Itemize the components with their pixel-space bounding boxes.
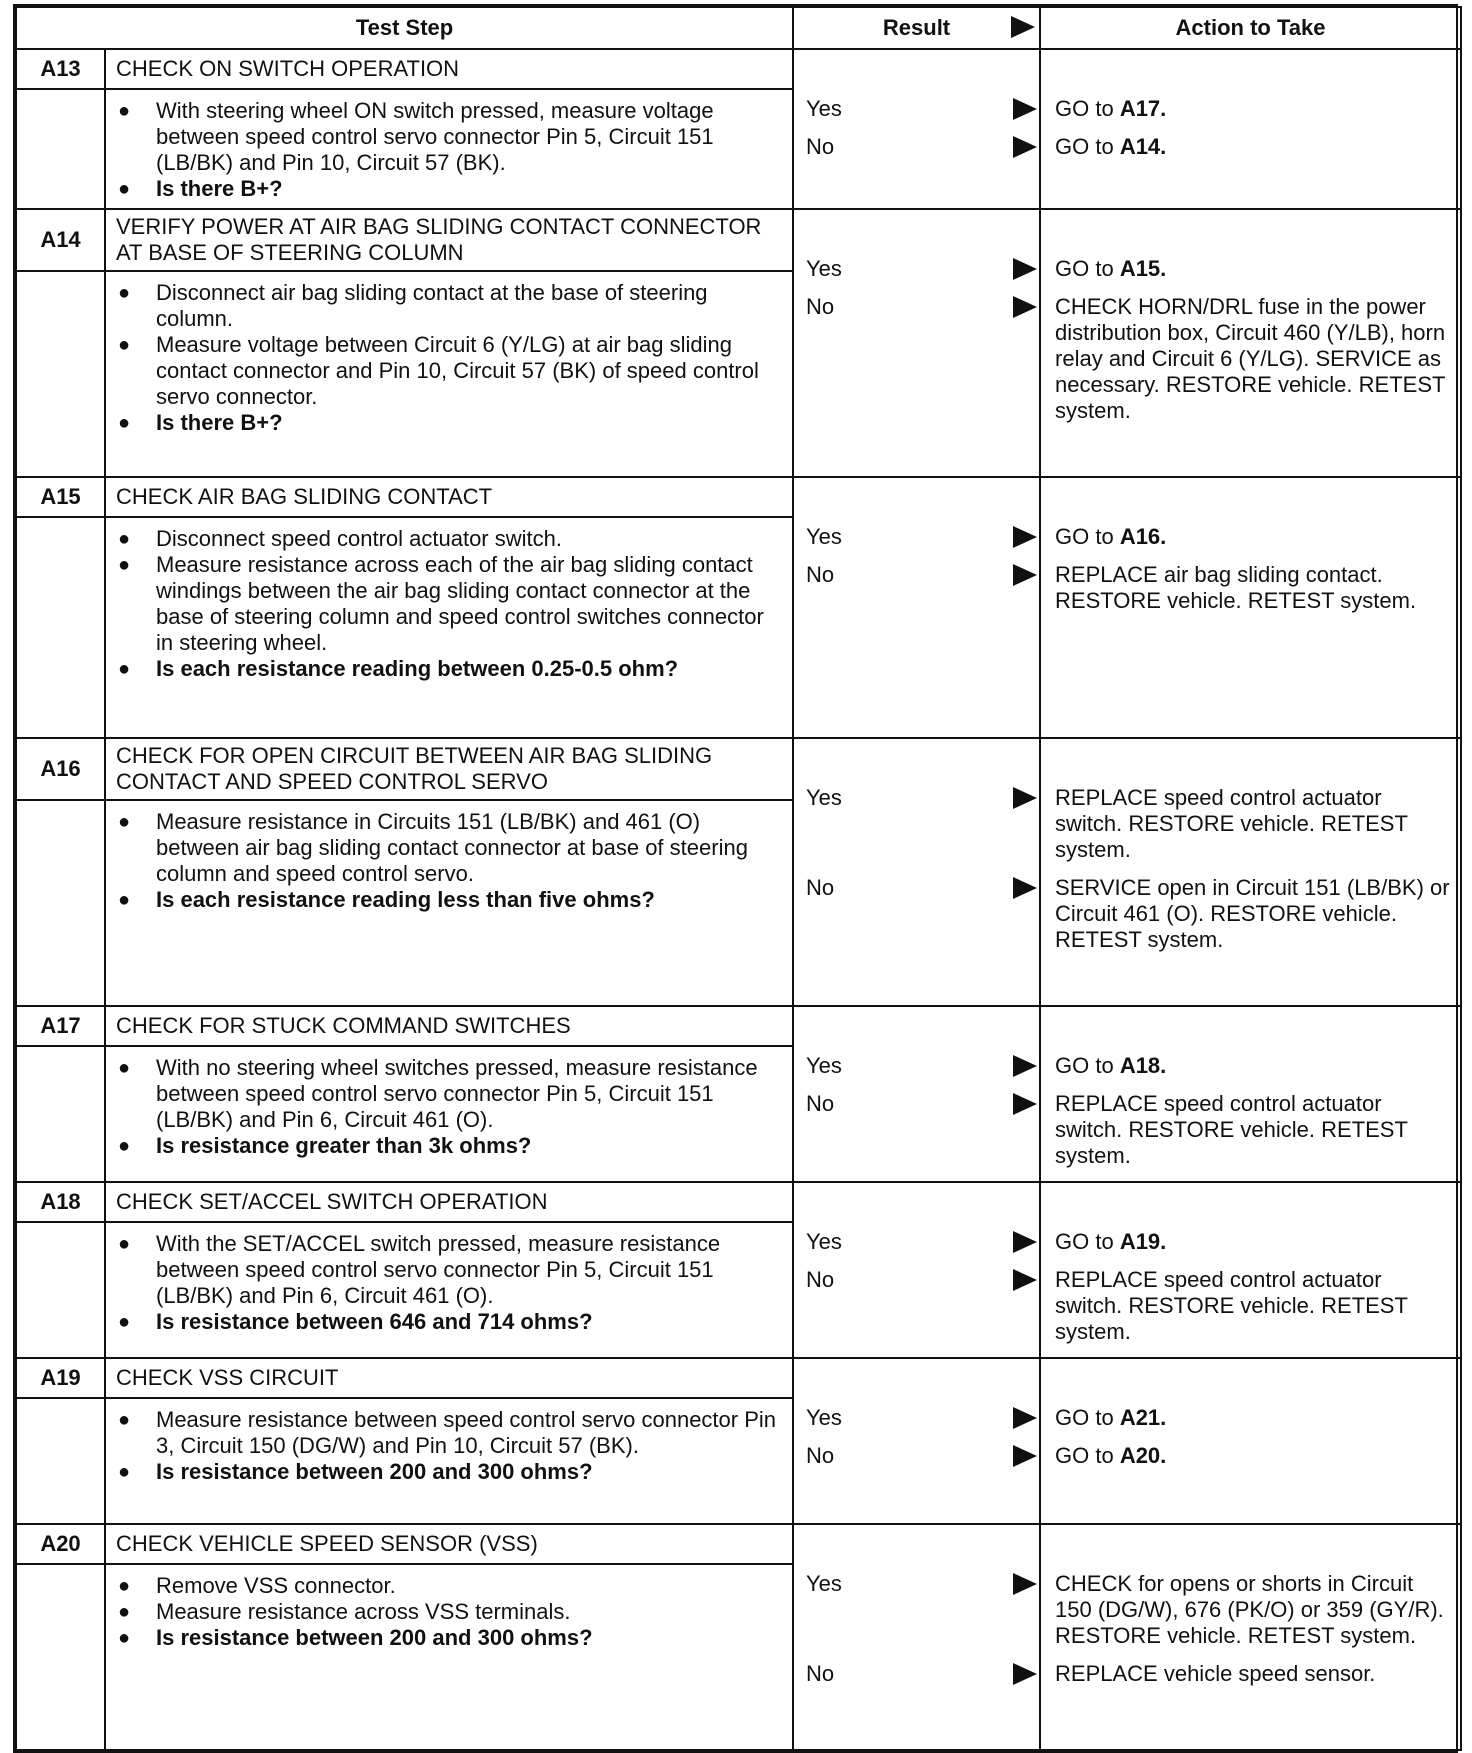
step-instructions [105, 89, 793, 209]
result-yes [794, 1405, 1039, 1431]
action-text [1041, 1443, 1460, 1469]
result-label: Yes [806, 1405, 842, 1430]
action-text [1041, 1229, 1460, 1255]
action-prefix: GO to [1055, 1229, 1120, 1254]
action-cell [1040, 1182, 1461, 1358]
step-id: A19 [16, 1358, 105, 1398]
arrow-right-icon [1011, 16, 1035, 38]
instruction-item: ● With steering wheel ON switch pressed, measure voltage between speed control servo connector Pin 5, Circuit 151 (LB/BK) and Pin 10, Circuit 57 (BK). [114, 98, 784, 176]
step-title-row [16, 1358, 1461, 1398]
action-text [1041, 1053, 1460, 1079]
result-label: No [806, 1091, 835, 1116]
action-text [1041, 1661, 1460, 1687]
result-no [794, 294, 1039, 424]
step-instructions [105, 1564, 793, 1750]
result-yes [794, 1229, 1039, 1255]
step-instructions [105, 1398, 793, 1524]
step-title-row [16, 738, 1461, 800]
step-title-row [16, 49, 1461, 89]
action-instruction: SERVICE open in Circuit 151 (LB/BK) or Circuit 461 (O). RESTORE vehicle. RETEST system. [1055, 875, 1450, 952]
result-no [794, 1091, 1039, 1169]
result-label: No [806, 1267, 835, 1292]
step-title: VERIFY POWER AT AIR BAG SLIDING CONTACT CONNECTOR AT BASE OF STEERING COLUMN [105, 209, 793, 271]
step-id-spacer [16, 517, 105, 738]
arrow-right-icon [1013, 1407, 1037, 1429]
action-cell [1040, 49, 1461, 209]
instruction-item: ● Disconnect air bag sliding contact at the base of steering column. [114, 280, 784, 332]
arrow-right-icon [1013, 296, 1037, 318]
header-test-step: Test Step [16, 7, 793, 49]
step-title: CHECK VEHICLE SPEED SENSOR (VSS) [105, 1524, 793, 1564]
action-cell [1040, 738, 1461, 1006]
result-label: Yes [806, 785, 842, 810]
step-id: A15 [16, 477, 105, 517]
action-instruction: REPLACE air bag sliding contact. RESTORE vehicle. RETEST system. [1055, 562, 1417, 613]
result-yes [794, 524, 1039, 550]
instruction-item: ● Measure resistance across VSS terminals. [114, 1599, 784, 1625]
instruction-item: ● Measure resistance across each of the air bag sliding contact windings between the air bag sliding contact connector at the base of steering column and speed control switches connector in steering wheel. [114, 552, 784, 656]
diagnostic-table [13, 4, 1458, 1753]
action-instruction: REPLACE speed control actuator switch. RESTORE vehicle. RETEST system. [1055, 1091, 1408, 1168]
arrow-right-icon [1013, 1231, 1037, 1253]
step-reference: A15. [1119, 256, 1167, 281]
step-title: CHECK VSS CIRCUIT [105, 1358, 793, 1398]
instruction-question: ● Is resistance between 200 and 300 ohms? [114, 1459, 784, 1485]
instruction-question: ● Is there B+? [114, 176, 784, 202]
step-id-spacer [16, 1046, 105, 1182]
result-label: No [806, 134, 835, 159]
instruction-question: ● Is resistance greater than 3k ohms? [114, 1133, 784, 1159]
action-prefix: GO to [1055, 96, 1120, 121]
arrow-right-icon [1013, 258, 1037, 280]
step-instructions [105, 1222, 793, 1358]
action-cell [1040, 209, 1461, 477]
action-text [1041, 1571, 1460, 1649]
instruction-item: ● With no steering wheel switches pressed, measure resistance between speed control servo connector Pin 5, Circuit 151 (LB/BK) and Pin 6, Circuit 461 (O). [114, 1055, 784, 1133]
action-prefix: GO to [1055, 1443, 1120, 1468]
step-id-spacer [16, 271, 105, 477]
action-text [1041, 1405, 1460, 1431]
action-instruction: REPLACE speed control actuator switch. RESTORE vehicle. RETEST system. [1055, 1267, 1408, 1344]
result-label: Yes [806, 1571, 842, 1596]
result-cell [793, 738, 1040, 1006]
step-instructions [105, 517, 793, 738]
action-instruction: REPLACE speed control actuator switch. RESTORE vehicle. RETEST system. [1055, 785, 1408, 862]
step-id: A16 [16, 738, 105, 800]
arrow-right-icon [1013, 787, 1037, 809]
result-no [794, 562, 1039, 614]
action-text [1041, 294, 1460, 424]
instruction-question: ● Is each resistance reading less than five ohms? [114, 887, 784, 913]
result-cell [793, 1358, 1040, 1524]
step-title-row [16, 1006, 1461, 1046]
result-yes [794, 256, 1039, 282]
action-text [1041, 134, 1460, 160]
arrow-right-icon [1013, 1093, 1037, 1115]
step-id: A13 [16, 49, 105, 89]
result-yes [794, 96, 1039, 122]
table-header [16, 7, 1461, 49]
instruction-item: ● Measure resistance between speed control servo connector Pin 3, Circuit 150 (DG/W) and Pin 10, Circuit 57 (BK). [114, 1407, 784, 1459]
step-id: A14 [16, 209, 105, 271]
step-reference: A21. [1119, 1405, 1167, 1430]
step-reference: A20. [1119, 1443, 1167, 1468]
instruction-question: ● Is resistance between 200 and 300 ohms? [114, 1625, 784, 1651]
step-title: CHECK FOR STUCK COMMAND SWITCHES [105, 1006, 793, 1046]
result-cell [793, 1524, 1040, 1750]
step-title-row [16, 1182, 1461, 1222]
result-yes [794, 1571, 1039, 1649]
step-title: CHECK FOR OPEN CIRCUIT BETWEEN AIR BAG SLIDING CONTACT AND SPEED CONTROL SERVO [105, 738, 793, 800]
action-prefix: GO to [1055, 1053, 1120, 1078]
arrow-right-icon [1013, 136, 1037, 158]
arrow-right-icon [1013, 1269, 1037, 1291]
result-no [794, 875, 1039, 953]
step-instructions [105, 1046, 793, 1182]
result-label: Yes [806, 1053, 842, 1078]
step-reference: A14. [1119, 134, 1167, 159]
action-text [1041, 785, 1460, 863]
instruction-question: ● Is resistance between 646 and 714 ohms? [114, 1309, 784, 1335]
result-cell [793, 1006, 1040, 1182]
action-text [1041, 562, 1460, 614]
arrow-right-icon [1013, 1055, 1037, 1077]
instruction-question: ● Is there B+? [114, 410, 784, 436]
step-title-row [16, 1524, 1461, 1564]
arrow-right-icon [1013, 1663, 1037, 1685]
step-title-row [16, 209, 1461, 271]
action-prefix: GO to [1055, 1405, 1120, 1430]
step-title: CHECK SET/ACCEL SWITCH OPERATION [105, 1182, 793, 1222]
result-label: No [806, 562, 835, 587]
header-result [793, 7, 1040, 49]
action-text [1041, 524, 1460, 550]
action-prefix: GO to [1055, 256, 1120, 281]
result-label: No [806, 1443, 835, 1468]
instruction-item: ● With the SET/ACCEL switch pressed, measure resistance between speed control servo connector Pin 5, Circuit 151 (LB/BK) and Pin 6, Circuit 461 (O). [114, 1231, 784, 1309]
step-title-row [16, 477, 1461, 517]
header-result-label: Result [882, 15, 951, 40]
step-id: A17 [16, 1006, 105, 1046]
action-instruction: REPLACE vehicle speed sensor. [1055, 1661, 1376, 1686]
result-label: No [806, 875, 835, 900]
result-label: Yes [806, 96, 842, 121]
action-cell [1040, 1358, 1461, 1524]
result-label: No [806, 1661, 835, 1686]
result-yes [794, 1053, 1039, 1079]
result-label: No [806, 294, 835, 319]
result-label: Yes [806, 524, 842, 549]
step-id-spacer [16, 1222, 105, 1358]
result-cell [793, 49, 1040, 209]
step-reference: A18. [1119, 1053, 1167, 1078]
instruction-question: ● Is each resistance reading between 0.25-0.5 ohm? [114, 656, 784, 682]
action-instruction: CHECK for opens or shorts in Circuit 150 (DG/W), 676 (PK/O) or 359 (GY/R). RESTORE vehicle. RETEST system. [1055, 1571, 1444, 1648]
step-id-spacer [16, 1564, 105, 1750]
action-text [1041, 256, 1460, 282]
step-id-spacer [16, 1398, 105, 1524]
action-prefix: GO to [1055, 524, 1120, 549]
step-id: A18 [16, 1182, 105, 1222]
result-no [794, 134, 1039, 160]
arrow-right-icon [1013, 1445, 1037, 1467]
action-text [1041, 1267, 1460, 1345]
instruction-item: ● Measure voltage between Circuit 6 (Y/LG) at air bag sliding contact connector and Pin 10, Circuit 57 (BK) of speed control servo connector. [114, 332, 784, 410]
step-title: CHECK ON SWITCH OPERATION [105, 49, 793, 89]
action-cell [1040, 1524, 1461, 1750]
result-no [794, 1267, 1039, 1345]
action-instruction: CHECK HORN/DRL fuse in the power distribution box, Circuit 460 (Y/LB), horn relay and Circuit 6 (Y/LG). SERVICE as necessary. RESTORE vehicle. RETEST system. [1055, 294, 1446, 423]
result-cell [793, 1182, 1040, 1358]
action-cell [1040, 1006, 1461, 1182]
result-no [794, 1661, 1039, 1687]
step-id-spacer [16, 800, 105, 1006]
arrow-right-icon [1013, 1573, 1037, 1595]
arrow-right-icon [1013, 564, 1037, 586]
step-reference: A17. [1119, 96, 1167, 121]
action-text [1041, 1091, 1460, 1169]
action-prefix: GO to [1055, 134, 1120, 159]
instruction-item: ● Measure resistance in Circuits 151 (LB/BK) and 461 (O) between air bag sliding contact connector at base of steering column and speed control servo. [114, 809, 784, 887]
arrow-right-icon [1013, 877, 1037, 899]
arrow-right-icon [1013, 98, 1037, 120]
step-reference: A19. [1119, 1229, 1167, 1254]
action-text [1041, 96, 1460, 122]
result-cell [793, 209, 1040, 477]
arrow-right-icon [1013, 526, 1037, 548]
step-instructions [105, 800, 793, 1006]
step-title: CHECK AIR BAG SLIDING CONTACT [105, 477, 793, 517]
step-instructions [105, 271, 793, 477]
step-id-spacer [16, 89, 105, 209]
instruction-item: ● Disconnect speed control actuator switch. [114, 526, 784, 552]
step-id: A20 [16, 1524, 105, 1564]
header-action: Action to Take [1040, 7, 1461, 49]
result-no [794, 1443, 1039, 1469]
result-label: Yes [806, 1229, 842, 1254]
action-cell [1040, 477, 1461, 738]
result-label: Yes [806, 256, 842, 281]
action-text [1041, 875, 1460, 953]
result-yes [794, 785, 1039, 863]
instruction-item: ● Remove VSS connector. [114, 1573, 784, 1599]
step-reference: A16. [1119, 524, 1167, 549]
result-cell [793, 477, 1040, 738]
